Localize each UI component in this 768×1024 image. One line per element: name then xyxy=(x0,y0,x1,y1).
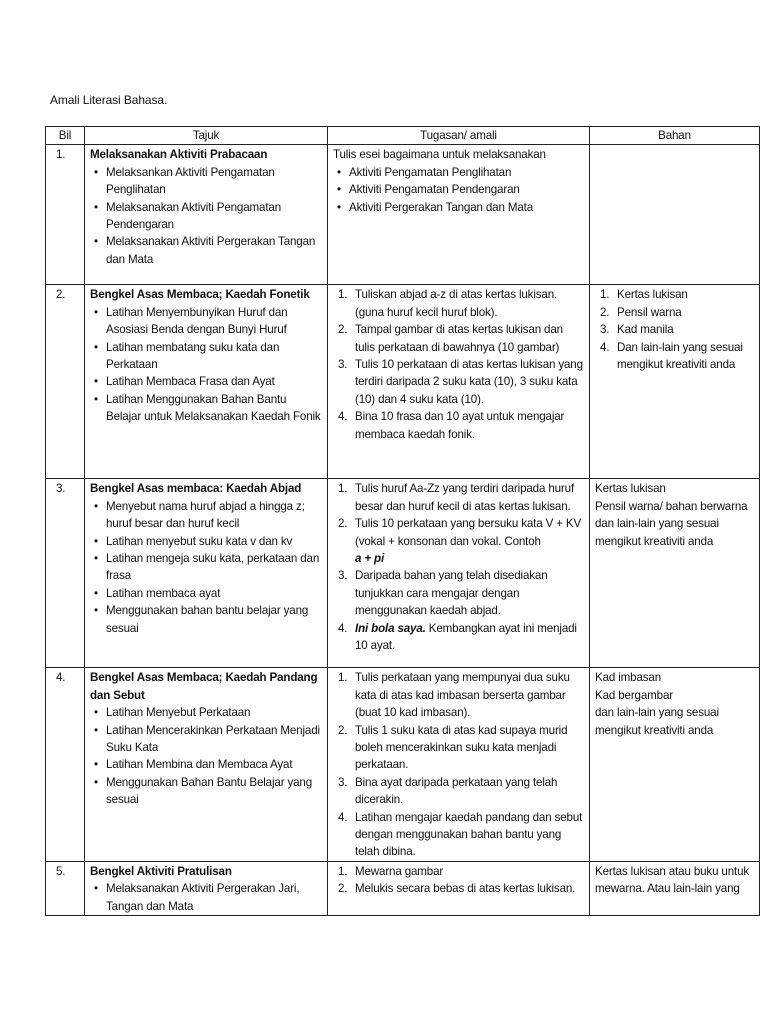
row-number: 2. xyxy=(46,285,85,479)
list-item: 1. Tulis perkataan yang mempunyai dua suku kata di atas kad imbasan berserta gambar (buat 10 kad imbasan). xyxy=(338,671,570,720)
header-tugasan: Tugasan/ amali xyxy=(328,127,590,145)
tugasan-cell xyxy=(328,285,590,479)
tugasan-cell xyxy=(328,145,590,285)
list-item: 1. Tulis huruf Aa-Zz yang terdiri daripada huruf besar dan huruf kecil di atas kertas lukisan. xyxy=(338,482,575,513)
header-bil: Bil xyxy=(46,127,85,145)
list-item: • Latihan Mencerakinkan Perkataan Menjadi Suku Kata xyxy=(90,722,322,757)
bahan-list xyxy=(595,286,754,373)
list-item: • Melaksanakan Aktiviti Pengamatan Pendengaran xyxy=(90,199,322,234)
tugasan-list xyxy=(333,480,584,654)
table-row xyxy=(46,285,760,479)
list-item: 4. Bina 10 frasa dan 10 ayat untuk mengajar membaca kaedah fonik. xyxy=(338,410,565,441)
list-item: • Latihan Menyebut Perkataan xyxy=(90,704,322,721)
italic-sentence: Ini bola saya. xyxy=(355,621,426,635)
list-item: 3. Daripada bahan yang telah disediakan tunjukkan cara mengajar dengan menggunakan kaedah abjad. xyxy=(338,569,548,618)
tajuk-title: Bengkel Aktiviti Pratulisan xyxy=(90,864,232,878)
list-item: • Melaksanakan Aktiviti Pergerakan Tangan dan Mata xyxy=(90,233,322,268)
list-item: • Latihan menyebut suku kata v dan kv xyxy=(90,533,322,550)
tajuk-title: Bengkel Asas Membaca; Kaedah Pandang dan Sebut xyxy=(90,671,318,702)
bahan-line: dan lain-lain yang sesuai mengikut kreativiti anda xyxy=(595,517,719,548)
list-item: • Latihan membaca ayat xyxy=(90,585,322,602)
tugasan-cell xyxy=(328,861,590,915)
list-item: • Melaksankan Aktiviti Pengamatan Penglihatan xyxy=(90,164,322,199)
bahan-line: Kad imbasan xyxy=(595,671,662,685)
list-item: • Latihan Menyembunyikan Huruf dan Asosiasi Benda dengan Bunyi Huruf xyxy=(90,304,322,339)
bahan-line: Kad bergambar xyxy=(595,688,673,702)
list-item: 1. Kertas lukisan xyxy=(600,288,688,302)
list-item: 2. Melukis secara bebas di atas kertas lukisan. xyxy=(338,882,576,896)
list-item: • Latihan Membaca Frasa dan Ayat xyxy=(90,373,322,390)
list-item: • Latihan mengeja suku kata, perkataan dan frasa xyxy=(90,550,322,585)
tajuk-list xyxy=(90,498,322,637)
document-title: Amali Literasi Bahasa. xyxy=(50,93,168,107)
row-number: 3. xyxy=(46,479,85,668)
list-item: 4. Latihan mengajar kaedah pandang dan sebut dengan menggunakan bahan bantu yang telah dibina. xyxy=(338,810,583,859)
row-number: 4. xyxy=(46,668,85,861)
tajuk-cell xyxy=(85,861,328,915)
bahan-cell xyxy=(590,145,760,285)
tajuk-cell xyxy=(85,479,328,668)
example-text: a + pi xyxy=(355,552,385,566)
tajuk-title: Bengkel Asas Membaca; Kaedah Fonetik xyxy=(90,288,310,302)
tajuk-list xyxy=(90,304,322,426)
tajuk-cell xyxy=(85,285,328,479)
list-item: 3. Tulis 10 perkataan di atas kertas lukisan yang terdiri daripada 2 suku kata (10), 3 suku kata (10) dan 4 suku kata (10). xyxy=(338,358,583,406)
tajuk-list xyxy=(90,880,322,915)
tugasan-cell xyxy=(328,479,590,668)
list-item: 4. Dan lain-lain yang sesuai mengikut kreativiti anda xyxy=(600,340,743,372)
header-bahan: Bahan xyxy=(590,127,760,145)
tugasan-intro: Tulis esei bagaimana untuk melaksanakan xyxy=(333,148,546,162)
tugasan-cell xyxy=(328,668,590,861)
list-item: • Latihan membatang suku kata dan Perkataan xyxy=(90,339,322,374)
list-item: • Menggunakan bahan bantu belajar yang sesuai xyxy=(90,602,322,637)
list-item: 2. Tampal gambar di atas kertas lukisan dan tulis perkataan di bawahnya (10 gambar) xyxy=(338,323,563,354)
list-item: 2. Pensil warna xyxy=(600,305,682,319)
tajuk-list xyxy=(90,164,322,268)
table-row xyxy=(46,479,760,668)
table-row xyxy=(46,145,760,285)
list-item: 2. Tulis 1 suku kata di atas kad supaya murid boleh mencerakinkan suku kata menjadi perkataan. xyxy=(338,723,568,772)
list-item: • Melaksanakan Aktiviti Pergerakan Jari, Tangan dan Mata xyxy=(90,880,322,915)
tajuk-list xyxy=(90,704,322,808)
tajuk-cell xyxy=(85,668,328,861)
list-item: 1. Tuliskan abjad a-z di atas kertas lukisan. (guna huruf kecil huruf blok). xyxy=(338,288,558,319)
tajuk-cell xyxy=(85,145,328,285)
tugasan-list xyxy=(333,863,584,898)
header-tajuk: Tajuk xyxy=(85,127,328,145)
bahan-line: Kertas lukisan xyxy=(595,482,666,496)
assignment-table xyxy=(45,126,760,916)
table-header-row xyxy=(46,127,760,145)
row-number: 5. xyxy=(46,861,85,915)
tugasan-list xyxy=(333,286,584,443)
list-item: • Aktiviti Pengamatan Pendengaran xyxy=(333,181,584,198)
list-item: 3. Kad manila xyxy=(600,323,674,337)
table-row xyxy=(46,668,760,861)
list-item: 2. Tulis 10 perkataan yang bersuku kata V + KV (vokal + konsonan dan vokal. Contoh a + pi xyxy=(338,517,582,566)
bahan-line: dan lain-lain yang sesuai mengikut kreativiti anda xyxy=(595,706,719,737)
tajuk-title: Melaksanakan Aktiviti Prabacaan xyxy=(90,148,268,162)
bahan-cell xyxy=(590,861,760,915)
list-item: • Menggunakan Bahan Bantu Belajar yang sesuai xyxy=(90,774,322,809)
list-item: 3. Bina ayat daripada perkataan yang telah dicerakin. xyxy=(338,775,558,807)
tugasan-list xyxy=(333,669,584,860)
list-item: • Aktiviti Pergerakan Tangan dan Mata xyxy=(333,199,584,216)
bahan-line: Kertas lukisan atau buku untuk mewarna. Atau lain-lain yang xyxy=(595,864,750,896)
tajuk-title: Bengkel Asas membaca: Kaedah Abjad xyxy=(90,482,302,496)
list-item: • Menyebut nama huruf abjad a hingga z; huruf besar dan huruf kecil xyxy=(90,498,322,533)
bahan-line: Pensil warna/ bahan berwarna xyxy=(595,499,748,513)
list-item: • Latihan Menggunakan Bahan Bantu Belajar untuk Melaksanakan Kaedah Fonik xyxy=(90,391,322,426)
bahan-cell xyxy=(590,668,760,861)
bahan-cell xyxy=(590,479,760,668)
list-item: • Latihan Membina dan Membaca Ayat xyxy=(90,756,322,773)
row-number: 1. xyxy=(46,145,85,285)
list-item: 1. Mewarna gambar xyxy=(338,864,444,878)
table-row xyxy=(46,861,760,915)
tugasan-list xyxy=(333,164,584,216)
list-item: • Aktiviti Pengamatan Penglihatan xyxy=(333,164,584,181)
bahan-cell xyxy=(590,285,760,479)
list-item: 4. Ini bola saya. Kembangkan ayat ini menjadi 10 ayat. xyxy=(338,621,577,653)
